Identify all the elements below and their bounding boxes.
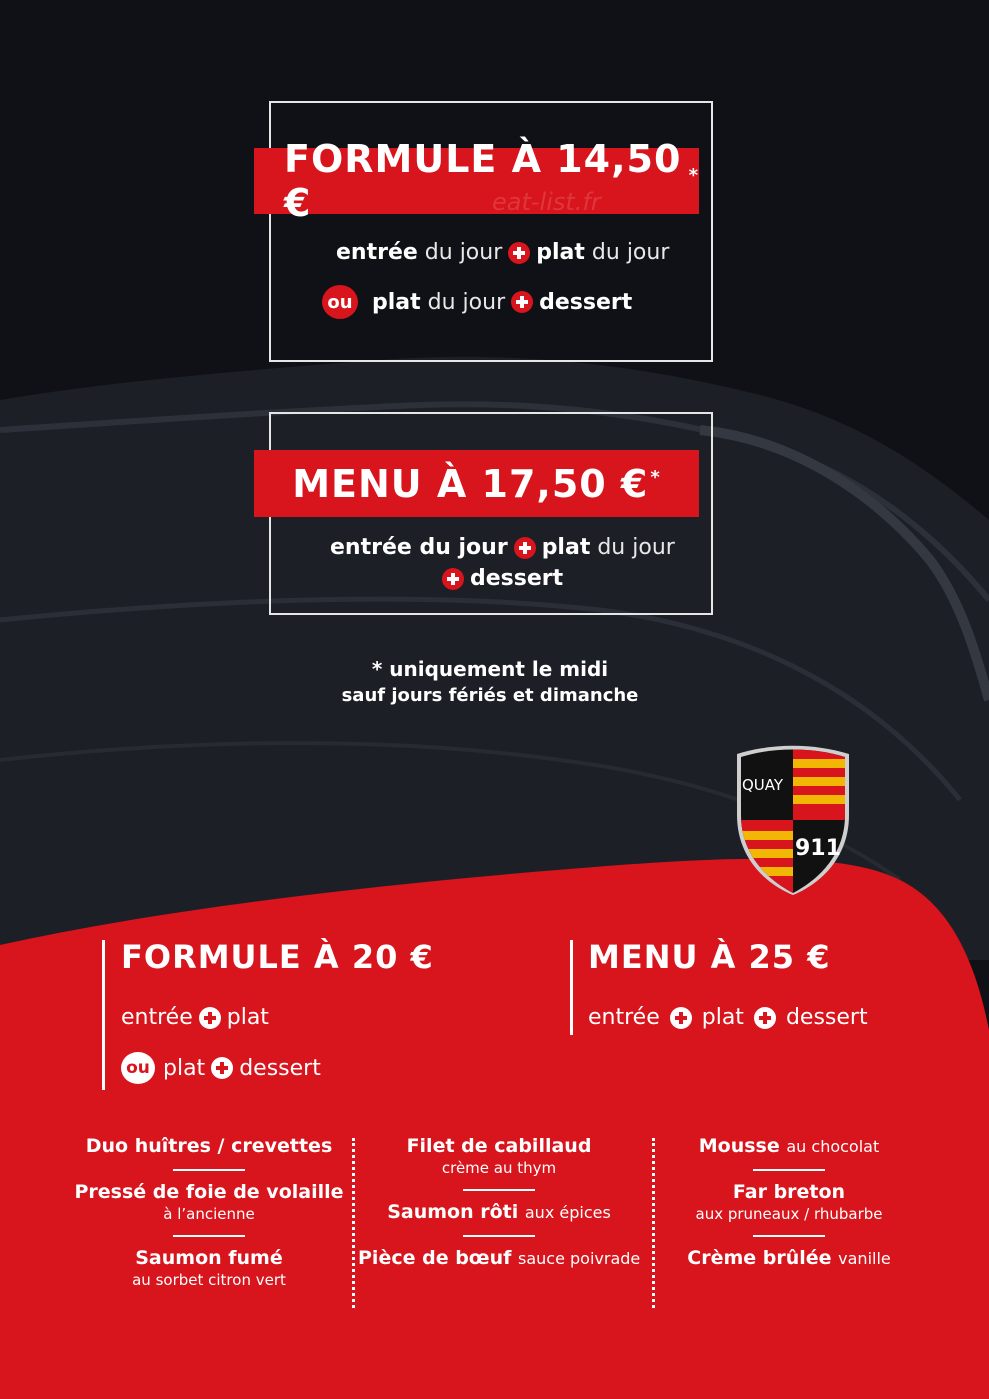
plat-3 <box>358 1247 640 1269</box>
separator <box>753 1235 825 1237</box>
menu-25-line-1 <box>588 1005 868 1030</box>
menu-25-l1-b: plat <box>701 1005 744 1030</box>
entree-2-detail: à l’ancienne <box>163 1205 255 1223</box>
formule-1450-l1-b-light: du jour <box>591 240 670 265</box>
menu-1750-banner <box>254 450 699 517</box>
formule-20-bar <box>102 940 105 1090</box>
separator <box>173 1169 245 1171</box>
dessert-3-name: Crème brûlée <box>687 1247 832 1269</box>
separator <box>463 1189 535 1191</box>
formule-1450-l2-a: plat <box>372 289 421 315</box>
dessert-2-detail: aux pruneaux / rhubarbe <box>695 1205 883 1223</box>
menu-1750-l1-a: entrée du jour <box>330 535 508 560</box>
plat-2-inline: aux épices <box>524 1203 611 1222</box>
plat-2 <box>358 1201 640 1223</box>
formule-20-title: FORMULE À 20 € <box>121 938 434 976</box>
plat-1-name: Filet de cabillaud <box>406 1135 592 1157</box>
formule-1450-l2-b: dessert <box>539 289 633 315</box>
dessert-3 <box>660 1247 918 1269</box>
formule-1450-title: FORMULE À 14,50 € <box>284 137 682 225</box>
menu-1750-line-1 <box>330 535 675 560</box>
quay-911-logo-icon <box>733 745 853 895</box>
logo-text-top: QUAY <box>742 776 784 794</box>
plus-icon <box>199 1007 221 1029</box>
logo-text-bottom: 911 <box>795 836 841 861</box>
formule-20-l1-a: entrée <box>121 1005 193 1030</box>
formule-20-line-1 <box>121 1005 269 1030</box>
plats-column <box>358 1135 640 1269</box>
formule-1450-line-2 <box>322 285 632 319</box>
entrees-column <box>70 1135 348 1289</box>
plat-1-detail: crème au thym <box>441 1159 557 1177</box>
dotted-divider-1 <box>352 1138 355 1308</box>
menu-25-title: MENU À 25 € <box>588 938 831 976</box>
note-line-1: * uniquement le midi <box>371 657 609 681</box>
desserts-column <box>660 1135 918 1269</box>
note-line-2: sauf jours fériés et dimanche <box>341 685 639 706</box>
formule-1450-banner <box>254 137 699 225</box>
plus-icon <box>211 1057 233 1079</box>
plus-icon <box>670 1007 692 1029</box>
entree-1-name: Duo huîtres / crevettes <box>85 1135 333 1157</box>
plus-icon <box>754 1007 776 1029</box>
entree-2-name: Pressé de foie de volaille <box>74 1181 344 1203</box>
formule-1450-l2-a-light: du jour <box>427 289 506 315</box>
plat-2-name: Saumon rôti <box>387 1201 519 1223</box>
dessert-3-inline: vanille <box>838 1249 891 1268</box>
dotted-divider-2 <box>652 1138 655 1308</box>
formule-20-l1-b: plat <box>226 1005 269 1030</box>
watermark: eat-list.fr <box>492 188 601 216</box>
plus-icon <box>442 568 464 590</box>
menu-1750-l1-b: plat <box>541 535 591 560</box>
separator <box>463 1235 535 1237</box>
dessert-1 <box>660 1135 918 1157</box>
menu-1750-line-2 <box>436 566 563 591</box>
formule-1450-star: * <box>688 164 699 186</box>
menu-1750-title: MENU À 17,50 € <box>292 461 649 506</box>
formule-1450-l1-a: entrée <box>336 240 418 265</box>
plus-icon <box>508 242 530 264</box>
formule-1450-l1-a-light: du jour <box>424 240 503 265</box>
dessert-2-name: Far breton <box>732 1181 846 1203</box>
menu-25-l1-a: entrée <box>588 1005 660 1030</box>
plus-icon <box>514 537 536 559</box>
entree-3-detail: au sorbet citron vert <box>132 1271 286 1289</box>
dessert-1-inline: au chocolat <box>786 1137 880 1156</box>
ou-badge: ou <box>121 1052 155 1084</box>
ou-badge: ou <box>322 285 358 319</box>
menu-25-l1-c: dessert <box>785 1005 868 1030</box>
plus-icon <box>511 291 533 313</box>
formule-1450-l1-b: plat <box>536 240 585 265</box>
separator <box>173 1235 245 1237</box>
menu-1750-l1-b-light: du jour <box>597 535 675 560</box>
menu-25-bar <box>570 940 573 1035</box>
formule-20-line-2 <box>121 1052 321 1084</box>
entree-3-name: Saumon fumé <box>135 1247 283 1269</box>
formule-20-l2-b: dessert <box>239 1055 321 1081</box>
plat-3-inline: sauce poivrade <box>518 1249 641 1268</box>
plat-3-name: Pièce de bœuf <box>358 1247 512 1269</box>
separator <box>753 1169 825 1171</box>
formule-1450-line-1 <box>336 240 669 265</box>
menu-1750-star: * <box>650 467 661 488</box>
menu-1750-l2-a: dessert <box>470 566 564 591</box>
formule-20-l2-a: plat <box>163 1055 206 1081</box>
dessert-1-name: Mousse <box>698 1135 780 1157</box>
